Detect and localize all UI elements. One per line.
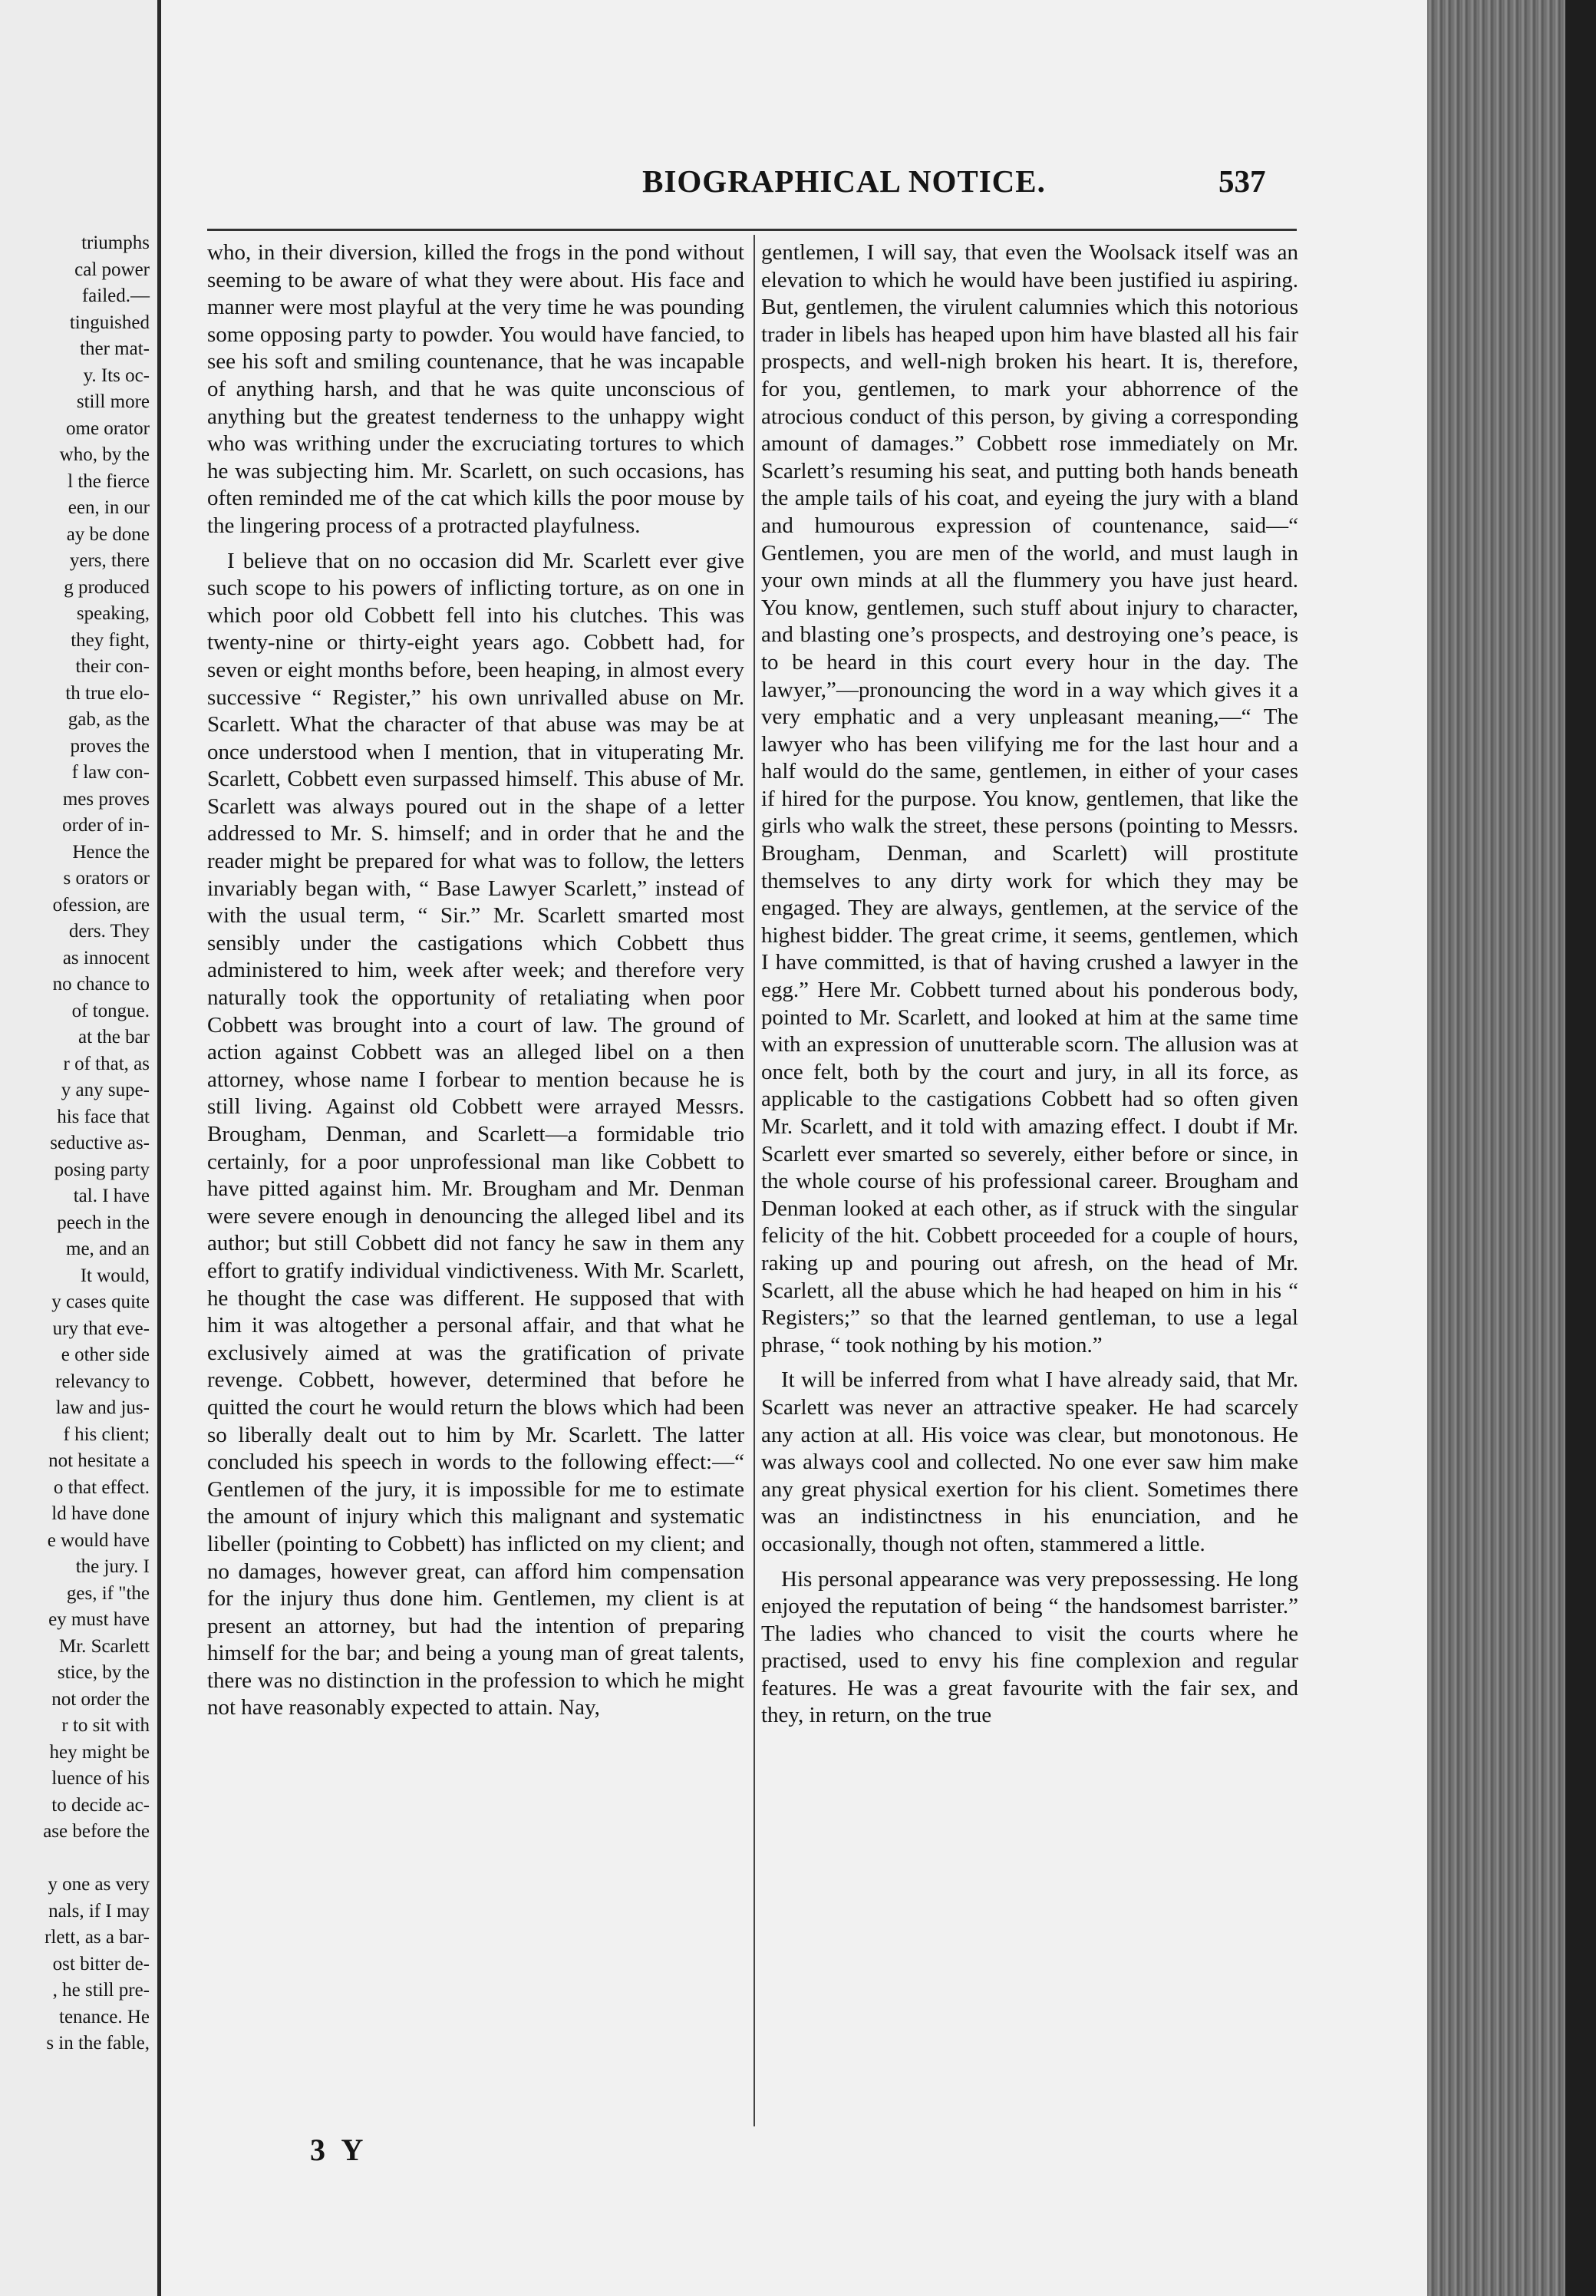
facing-page-line: rlett, as a bar- (45, 1927, 150, 1948)
facing-page-line: y one as very (48, 1874, 150, 1895)
facing-page-line: relevancy to (55, 1371, 150, 1392)
facing-page-line: y. Its oc- (83, 365, 150, 386)
facing-page-line: triumphs (81, 233, 150, 253)
facing-page-line: yers, there (69, 550, 150, 571)
facing-page-line: ther mat- (80, 338, 150, 359)
facing-page-line: as innocent (62, 947, 150, 968)
facing-page-line: the jury. I (75, 1556, 150, 1577)
facing-page-line: proves the (70, 735, 150, 757)
facing-page-line: of tongue. (71, 1000, 150, 1021)
paragraph: It will be inferred from what I have already said, that Mr. Scarlett was never an attractive speaker. He had scarcely any action at all. His voice was clear, but monotonous. He was always cool and collected. No one ever saw him make any great physical exertion for his client. Sometimes there was an indistinctness in his enunciation, and he occasionally, though not often, stammered a little. (761, 1367, 1298, 1556)
facing-page-line: ost bitter de- (52, 1953, 150, 1974)
facing-page-line: g produced (64, 576, 150, 598)
facing-page-line: tinguished (69, 312, 150, 333)
facing-page-line: r of that, as (63, 1053, 150, 1074)
facing-page-line: seductive as- (50, 1133, 150, 1153)
facing-page-line: not order the (51, 1688, 150, 1710)
facing-page-line: th true elo- (65, 682, 150, 704)
facing-page-line: ld have done (51, 1503, 150, 1524)
facing-page-line: ury that eve- (52, 1318, 150, 1339)
facing-page-line: f law con- (71, 762, 150, 783)
right-column (761, 239, 1298, 1730)
header-rule (207, 229, 1297, 231)
facing-page-line: r to sit with (61, 1715, 150, 1736)
facing-page-line: f his client; (63, 1423, 150, 1445)
facing-page-line (0, 1846, 150, 1872)
facing-page-line: gab, as the (68, 709, 150, 730)
facing-page-line: hey might be (49, 1741, 150, 1763)
facing-page-line: s orators or (63, 868, 150, 889)
facing-page-line: o that effect. (53, 1476, 150, 1498)
facing-page-line: me, and an (66, 1239, 150, 1259)
facing-page-line: It would, (80, 1265, 150, 1286)
facing-page-line: stice, by the (57, 1662, 150, 1683)
paragraph: who, in their diversion, killed the frogs in the pond without seeming to be aware of what they were about. His face and manner were most playful at the very time he was pounding some opposing party to powder. You would have fancied, to see his soft and smiling countenance, that he was incapable of anything harsh, and that he was quite unconscious of anything but the greatest tenderness to the unhappy wight who was writhing under the excruciating tortures to which he was subjecting him. Mr. Scarlett, on such occasions, has often reminded me of the cat which kills the poor mouse by the lingering process of a protracted playfulness. (207, 240, 744, 538)
facing-page-line: ay be done (66, 523, 150, 545)
facing-page-line: tenance. He (59, 2006, 150, 2027)
facing-page-line: speaking, (76, 603, 150, 624)
facing-page-line: mes proves (62, 788, 150, 810)
facing-page-line: who, by the (59, 444, 150, 465)
facing-page-line: Mr. Scarlett (58, 1635, 150, 1657)
facing-page-line: Hence the (72, 841, 150, 863)
facing-page-line: still more (76, 391, 150, 412)
paragraph: gentlemen, I will say, that even the Woolsack itself was an elevation to which he would have been justified iu aspiring. But, gentlemen, the virulent calumnies which this notorious trader in libels has heaped upon him have blasted all his fair prospects, and well-nigh broken his heart. It is, therefore, for you, gentlemen, to mark your abhorrence of the atrocious conduct of this person, by giving a corresponding amount of damages.” Cobbett rose immediately on Mr. Scarlett’s resuming his seat, and putting both hands beneath the ample tails of his coat, and eyeing the jury with a bland and humourous expression of countenance, said—“ Gentlemen, you are men of the world, and must laugh in your own minds at all the flummery you have just heard. You know, gentlemen, such stuff about injury to character, and blasting one’s prospects, and destroying one’s peace, is to be heard in this court every hour in the day. The lawyer,”—pronouncing the word in a way which gives it a very emphatic and a very unpleasant meaning,—“ The lawyer who has been vilifying me for the last hour and a half would do the same, gentlemen, in either of your cases if hired for the purpose. You know, gentlemen, that like the girls who walk the street, these persons (pointing to Messrs. Brougham, Denman, and Scarlett) will prostitute themselves to any dirty work for which they may be engaged. They are always, gentlemen, at the service of the highest bidder. The great crime, it seems, gentlemen, which I have committed, is that of having crushed a lawyer in the egg.” Here Mr. Cobbett turned about his ponderous body, pointed to Mr. Scarlett, and looked at him at the same time with an expression of unutterable scorn. The allusion was at once felt, both by the court and jury, in all its force, as applicable to the castigations Cobbett had so often given Mr. Scarlett, and it told with amazing effect. I doubt if Mr. Scarlett ever smarted so severely, either before or since, in the whole course of his professional career. Brougham and Denman looked at each other, as if struck with the singular felicity of the hit. Cobbett proceeded for a couple of hours, raking up and pouring out afresh, on the head of Mr. Scarlett, all the abuse which he had heaped on him in his “ Registers;” so that the learned gentleman, to use a legal phrase, “ took nothing by his motion.” (761, 240, 1298, 1357)
facing-page-line: ges, if "the (66, 1582, 150, 1604)
facing-page-line: e other side (61, 1344, 150, 1365)
facing-page-line: peech in the (57, 1212, 150, 1233)
facing-page-line: failed.— (81, 285, 150, 306)
paragraph: His personal appearance was very prepossessing. He long enjoyed the reputation of being “ the handsomest barrister.” The ladies who chanced to visit the courts where he practised, used to envy his fine complexion and regular features. He was a great favourite with the fair sex, and they, in return, on the true (761, 1566, 1298, 1728)
facing-page-text (0, 230, 150, 2057)
paragraph: I believe that on no occasion did Mr. Scarlett ever give such scope to his powers of inflicting torture, as on one in which poor old Cobbett fell into his clutches. This was twenty-nine or thirty-eight years ago. Cobbett had, for seven or eight months before, been heaping, in almost every successive “ Register,” his own unrivalled abuse on Mr. Scarlett. What the character of that abuse was may be at once understood when I mention, that in vituperating Mr. Scarlett, Cobbett even surpassed himself. This abuse of Mr. Scarlett was always poured out in the shape of a letter addressed to Mr. S. himself; and in order that he and the reader might be prepared for what was to follow, the letters invariably began with, “ Base Lawyer Scarlett,” instead of with the usual term, “ Sir.” Mr. Scarlett smarted most sensibly under the castigations which Cobbett thus administered to him, week after week; and therefore very naturally took the opportunity of retaliating when poor Cobbett was brought into a court of law. The ground of action against Cobbett was an alleged libel on a then attorney, whose name I forbear to mention because he is still living. Against old Cobbett were arrayed Messrs. Brougham, Denman, and Scarlett—a formidable trio certainly, for a poor unprofessional man like Cobbett to have pitted against him. Mr. Brougham and Mr. Denman were severe enough in denouncing the alleged libel and its author; but still Cobbett did not fancy he saw in them any effort to gratify individual vindictiveness. With Mr. Scarlett, he thought the case was different. He supposed that with him it was altogether a personal affair, and that what he exclusively aimed at was the gratification of private revenge. Cobbett, however, determined that before he quitted the court he would return the blows which had been so liberally dealt out to him by Mr. Scarlett. The latter concluded his speech in words to the following effect:—“ Gentlemen of the jury, it is impossible for me to estimate the amount of injury which this malignant and systematic libeller (pointing to Cobbett) has inflicted on my client; and no damages, however great, can afford him compensation for the injury thus done him. Gentlemen, my client is at present an attorney, but had the intention of preparing himself for the bar; and being a young man of great talents, there was no distinction in the profession to which he might not have reasonably expected to attain. Nay, (207, 548, 744, 1720)
facing-page-fragment (0, 0, 160, 2296)
facing-page-line: ey must have (48, 1609, 150, 1630)
facing-page-line: ofession, are (52, 894, 150, 915)
facing-page-line: l the fierce (68, 470, 150, 492)
facing-page-line: luence of his (51, 1768, 150, 1789)
facing-page-line: not hesitate a (48, 1450, 150, 1471)
facing-page-line: , he still pre- (52, 1980, 150, 2001)
facing-page-line: posing party (54, 1159, 150, 1180)
facing-page-line: law and jus- (55, 1397, 150, 1418)
facing-page-line: to decide ac- (51, 1794, 150, 1816)
facing-page-line: ders. They (68, 921, 150, 942)
facing-page-line: e would have (47, 1529, 150, 1551)
facing-page-line: no chance to (52, 974, 150, 995)
facing-page-line: nals, if I may (48, 1900, 150, 1922)
facing-page-line: they fight, (71, 629, 150, 651)
facing-page-line: y any supe- (61, 1080, 150, 1100)
facing-page-line: order of in- (62, 815, 150, 836)
facing-page-line: ome orator (66, 417, 150, 439)
facing-page-line: at the bar (77, 1027, 150, 1047)
running-title: BIOGRAPHICAL NOTICE. (642, 163, 1046, 199)
facing-page-line: cal power (74, 259, 150, 280)
facing-page-line: een, in our (68, 497, 150, 518)
facing-page-line: ase before the (43, 1821, 150, 1842)
facing-page-line: his face that (57, 1106, 150, 1127)
facing-page-line: y cases quite (51, 1292, 150, 1312)
signature-mark: 3 Y (310, 2133, 368, 2167)
column-divider (753, 235, 755, 2126)
facing-page-line: s in the fable, (46, 2033, 150, 2054)
page-number: 537 (1218, 163, 1266, 199)
page-edges (1427, 0, 1596, 2296)
facing-page-line: their con- (75, 656, 150, 677)
left-column (207, 239, 744, 1722)
facing-page-line: tal. I have (73, 1186, 150, 1206)
